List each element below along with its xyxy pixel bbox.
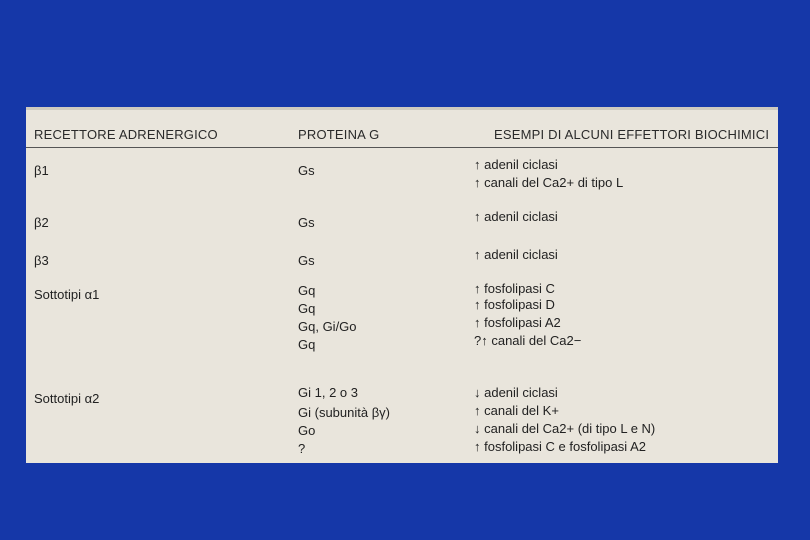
top-edge bbox=[26, 107, 778, 110]
protein-alpha2-3: Go bbox=[298, 423, 316, 438]
protein-beta3: Gs bbox=[298, 253, 315, 268]
header-rule bbox=[26, 147, 778, 148]
receptor-beta3: β3 bbox=[34, 253, 49, 268]
effector-beta2: ↑ adenil ciclasi bbox=[474, 209, 558, 224]
protein-beta2: Gs bbox=[298, 215, 315, 230]
scanned-table bbox=[26, 107, 778, 463]
effector-alpha1-1: ↑ fosfolipasi C bbox=[474, 281, 555, 296]
effector-beta3: ↑ adenil ciclasi bbox=[474, 247, 558, 262]
effector-beta1-1: ↑ adenil ciclasi bbox=[474, 157, 558, 172]
protein-alpha2-4: ? bbox=[298, 441, 306, 456]
protein-alpha1-1: Gq bbox=[298, 283, 316, 298]
protein-alpha2-1: Gi 1, 2 o 3 bbox=[298, 385, 358, 400]
header-receptor: RECETTORE ADRENERGICO bbox=[34, 127, 218, 142]
protein-alpha1-2: Gq bbox=[298, 301, 316, 316]
header-effectors: ESEMPI DI ALCUNI EFFETTORI BIOCHIMICI bbox=[494, 127, 770, 142]
effector-alpha2-2: ↑ canali del K+ bbox=[474, 403, 559, 418]
protein-alpha2-2: Gi (subunità βγ) bbox=[298, 405, 391, 420]
receptor-alpha2: Sottotipi α2 bbox=[34, 391, 100, 406]
protein-beta1: Gs bbox=[298, 163, 315, 178]
receptor-alpha1: Sottotipi α1 bbox=[34, 287, 100, 302]
receptor-beta2: β2 bbox=[34, 215, 49, 230]
header-protein-g: PROTEINA G bbox=[298, 127, 380, 142]
receptor-beta1: β1 bbox=[34, 163, 49, 178]
effector-alpha2-4: ↑ fosfolipasi C e fosfolipasi A2 bbox=[474, 439, 646, 454]
effector-alpha1-2: ↑ fosfolipasi D bbox=[474, 297, 555, 312]
protein-alpha1-4: Gq bbox=[298, 337, 316, 352]
effector-beta1-2: ↑ canali del Ca2+ di tipo L bbox=[474, 175, 624, 190]
effector-alpha2-3: ↓ canali del Ca2+ (di tipo L e N) bbox=[474, 421, 656, 436]
effector-alpha2-1: ↓ adenil ciclasi bbox=[474, 385, 558, 400]
effector-alpha1-4: ?↑ canali del Ca2− bbox=[474, 333, 582, 348]
protein-alpha1-3: Gq, Gi/Go bbox=[298, 319, 357, 334]
effector-alpha1-3: ↑ fosfolipasi A2 bbox=[474, 315, 561, 330]
